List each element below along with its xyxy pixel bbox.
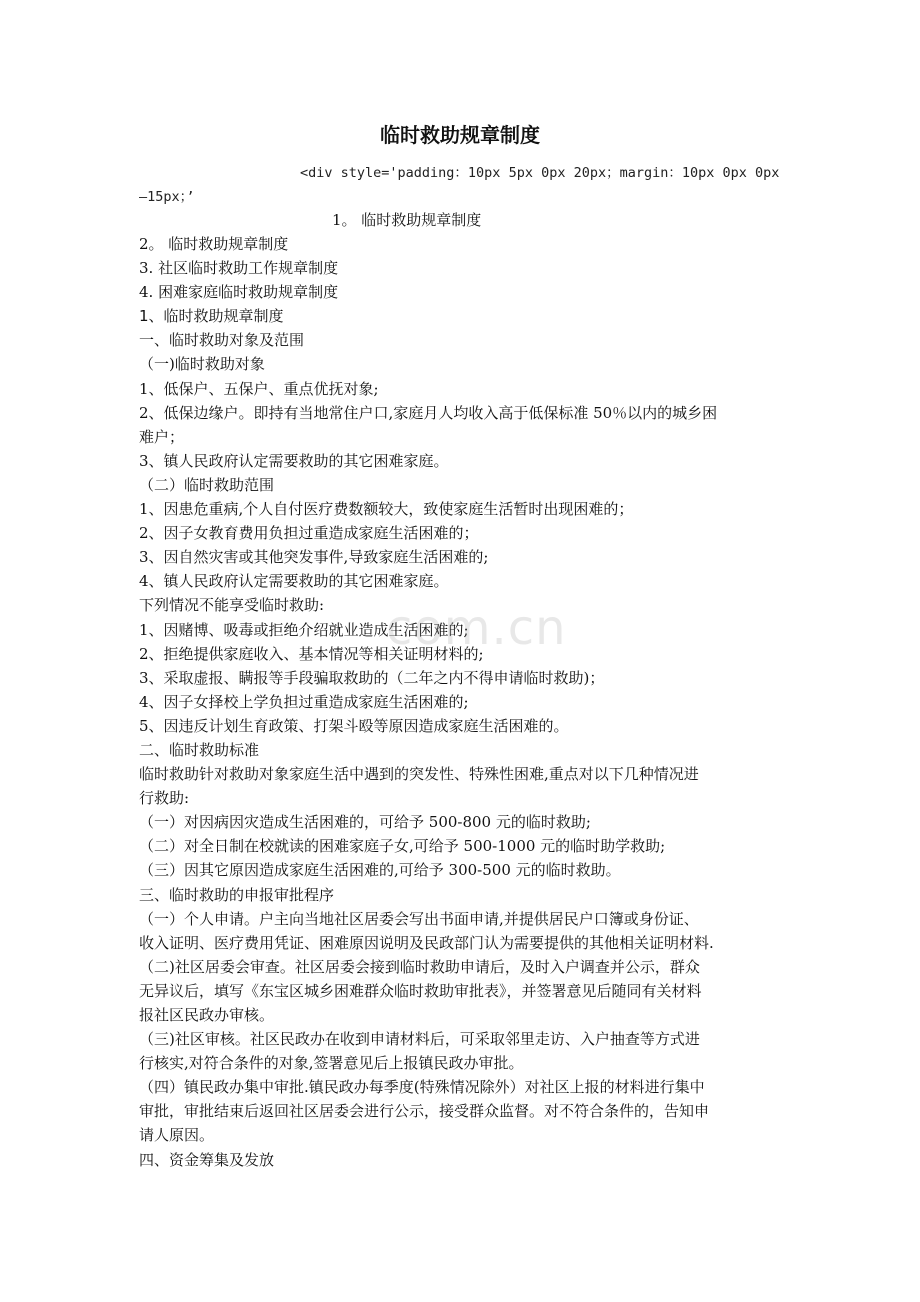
paragraph-line: 1、因赌博、吸毒或拒绝介绍就业造成生活困难的; — [139, 620, 469, 639]
paragraph-line: 3、因自然灾害或其他突发事件,导致家庭生活困难的; — [139, 548, 489, 567]
paragraph-line: 行救助: — [139, 789, 190, 808]
paragraph-line: 4、镇人民政府认定需要救助的其它困难家庭。 — [139, 572, 449, 591]
paragraph-line: 下列情况不能享受临时救助: — [139, 596, 325, 615]
paragraph-line: 收入证明、医疗费用凭证、困难原因说明及民政部门认为需要提供的其他相关证明材料. — [139, 933, 714, 952]
paragraph-line: （一）个人申请。户主向当地社区居委会写出书面申请,并提供居民户口簿或身份证、 — [139, 909, 699, 928]
paragraph-line: 临时救助针对救助对象家庭生活中遇到的突发性、特殊性困难,重点对以下几种情况进 — [139, 765, 699, 784]
paragraph-line: 四、资金筹集及发放 — [139, 1150, 275, 1169]
paragraph-line: 1、低保户、五保户、重点优抚对象; — [139, 379, 379, 398]
paragraph-line: （二）临时救助范围 — [139, 475, 275, 494]
paragraph-line: 3、采取虚报、瞒报等手段骗取救助的（二年之内不得申请临时救助)； — [139, 668, 605, 687]
paragraph-line: 行核实,对符合条件的对象,签署意见后上报镇民政办审批。 — [139, 1054, 524, 1073]
paragraph-line: 报社区民政办审核。 — [139, 1006, 275, 1024]
paragraph-line: （三）因其它原因造成家庭生活困难的,可给予 300-500 元的临时救助。 — [139, 861, 621, 880]
paragraph-line: 2、拒绝提供家庭收入、基本情况等相关证明材料的; — [139, 644, 484, 663]
paragraph-line: 2、低保边缘户。即持有当地常住户口,家庭月人均收入高于低保标准 50％以内的城乡困 — [139, 403, 718, 422]
paragraph-line: 1、因患危重病,个人自付医疗费数额较大，致使家庭生活暂时出现困难的； — [139, 500, 634, 519]
paragraph-line: （三)社区审核。社区民政办在收到申请材料后，可采取邻里走访、入户抽查等方式进 — [139, 1030, 700, 1049]
paragraph-line: 请人原因。 — [139, 1126, 215, 1145]
paragraph-line: 4、因子女择校上学负担过重造成家庭生活困难的; — [139, 692, 469, 711]
toc-item-1: 1。 临时救助规章制度 — [332, 211, 482, 229]
paragraph-line: 一、临时救助对象及范围 — [139, 331, 305, 350]
document-title: 临时救助规章制度 — [380, 123, 540, 147]
watermark: com.cn — [386, 600, 567, 656]
paragraph-line: 3、镇人民政府认定需要救助的其它困难家庭。 — [139, 451, 449, 470]
paragraph-line: （二）对全日制在校就读的困难家庭子女,可给予 500-1000 元的临时助学救助; — [139, 837, 666, 856]
paragraph-line: （四）镇民政办集中审批.镇民政办每季度(特殊情况除外）对社区上报的材料进行集中 — [139, 1078, 705, 1097]
paragraph-line: 审批，审批结束后返回社区居委会进行公示，接受群众监督。对不符合条件的，告知申 — [139, 1102, 710, 1121]
toc-item-3: 3. 社区临时救助工作规章制度 — [139, 259, 339, 278]
paragraph-line: （二)社区居委会审查。社区居委会接到临时救助申请后，及时入户调查并公示，群众 — [139, 957, 700, 976]
toc-item-4: 4. 困难家庭临时救助规章制度 — [139, 283, 339, 302]
paragraph-line: 2、因子女教育费用负担过重造成家庭生活困难的； — [139, 524, 479, 543]
code-snippet-continuation: —15px；’ — [139, 189, 195, 205]
paragraph-line: 5、因违反计划生育政策、打架斗殴等原因造成家庭生活困难的。 — [139, 716, 569, 735]
paragraph-line: （一)临时救助对象 — [139, 355, 265, 374]
toc-item-2: 2。 临时救助规章制度 — [139, 235, 289, 253]
paragraph-line: 难户； — [139, 427, 185, 446]
document-body — [139, 232, 787, 1172]
paragraph-line: 无异议后，填写《东宝区城乡困难群众临时救助审批表》，并签署意见后随同有关材料 — [139, 981, 702, 1000]
paragraph-line: （一）对因病因灾造成生活困难的，可给予 500-800 元的临时救助; — [139, 813, 591, 832]
paragraph-line: 三、临时救助的申报审批程序 — [139, 885, 335, 904]
paragraph-line: 二、临时救助标准 — [139, 740, 260, 759]
section-heading: 1、临时救助规章制度 — [139, 307, 284, 326]
code-snippet-line: <div style='padding：10px 5px 0px 20px；margin：10px 0px 0px — [300, 165, 780, 181]
